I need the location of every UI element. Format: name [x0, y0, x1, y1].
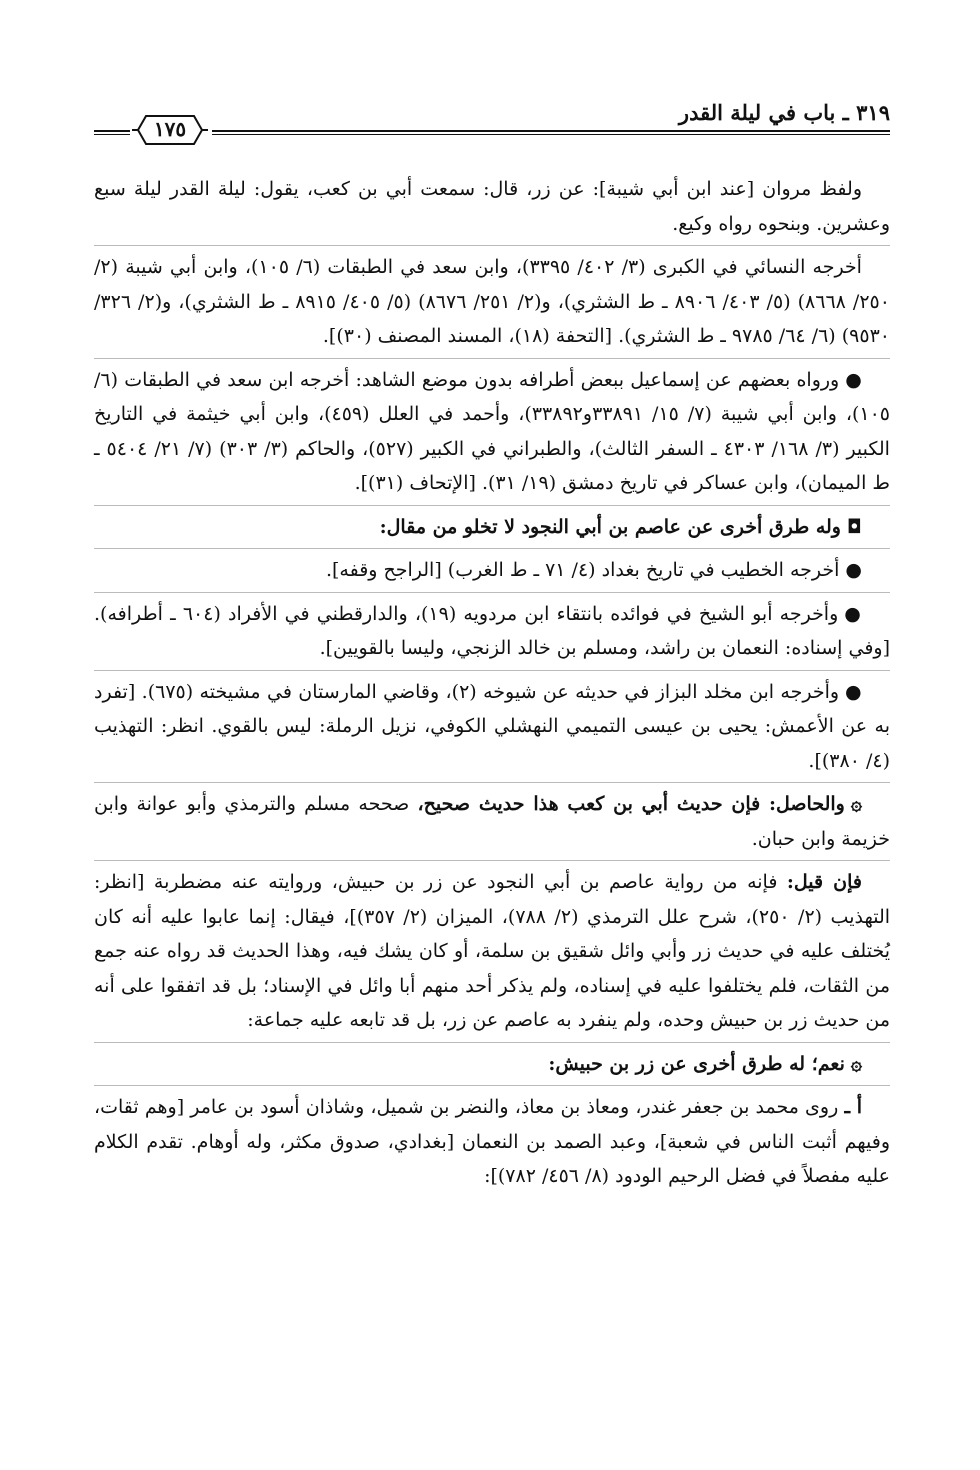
header-rule-left	[94, 130, 130, 132]
paragraph	[94, 172, 890, 246]
paragraph	[94, 787, 890, 861]
bullet-icon: ●	[845, 368, 862, 391]
bullet-icon: ●	[845, 680, 862, 703]
header-rule-left-thin	[94, 134, 130, 135]
page-header	[94, 96, 890, 152]
main-text	[94, 172, 890, 1202]
paragraph-text: فإنه من رواية عاصم بن أبي النجود عن زر بن حبيش، وروايته عنه مضطربة [انظر: التهذيب (٢/ ٢٥٠)، شرح علل الترمذي (٢/ ٧٨٨)، الميزان (٢/ ٣٥٧)]، فيقال: إنما عابوا عليه أنه كان يُختلف عليه في حديث زر وأبي وائل شقيق بن سلمة، أو كان يشك فيه، وهذا الحديث قد رواه عنه جمع من الثقات، فلم يختلفوا عليه في إسناده، ولم يذكر أحد منهم أبا وائل في الإسناد؛ بل قد اتفقوا على أنه من حديث زر بن حبيش وحده، ولم ينفرد به عاصم عن زر، بل قد تابعه عليه جماعة:	[94, 871, 891, 1031]
paragraph-heading: وله طرق أخرى عن عاصم بن أبي النجود لا تخلو من مقال:	[379, 515, 841, 538]
paragraph	[94, 363, 890, 506]
running-title: ٣١٩ ـ باب في ليلة القدر	[678, 100, 890, 125]
paragraph-text: ولفظ مروان [عند ابن أبي شيبة]: عن زر، قال: سمعت أبي بن كعب، يقول: ليلة القدر ليلة سبع وعشرين. وبنحوه رواه وكيع.	[94, 178, 890, 235]
paragraph-lead: والحاصل: فإن حديث أبي بن كعب هذا حديث صحيح،	[417, 793, 845, 815]
paragraph-lead: أ ـ	[844, 1096, 863, 1118]
paragraph-text: أخرجه الخطيب في تاريخ بغداد (٤/ ٧١ ـ ط الغرب) [الراجح وقفه].	[325, 559, 840, 581]
paragraph	[94, 510, 890, 550]
paragraph-text: أخرجه النسائي في الكبرى (٣/ ٤٠٢/ ٣٣٩٥)، وابن سعد في الطبقات (٦/ ١٠٥)، وابن أبي شيبة (٢/ ٢٥٠/ ٨٦٦٨) (٥/ ٤٠٣/ ٨٩٠٦ ـ ط الشثري)، و(٢/ ٢٥١/ ٨٦٧٦) (٥/ ٤٠٥/ ٨٩١٥ ـ ط الشثري)، و(٢/ ٣٢٦/ ٩٥٣٠) (٦/ ٦٤/ ٩٧٨٥ ـ ط الشثري). [التحفة (١٨)، المسند المصنف (٣٠)].	[94, 256, 890, 347]
paragraph	[94, 865, 890, 1043]
paragraph-text: وأخرجه ابن مخلد البزاز في حديثه عن شيوخه (٢)، وقاضي المارستان في مشيخته (٦٧٥). [تفرد به عن الأعمش: يحيى بن عيسى التميمي النهشلي الكوفي، نزيل الرملة: ليس بالقوي. انظر: التهذيب (٤/ ٣٨٠)].	[94, 680, 890, 772]
flower-marker-icon: ۞	[850, 793, 862, 815]
paragraph	[94, 553, 890, 593]
paragraph-heading: نعم؛ له طرق أخرى عن زر بن حبيش:	[548, 1052, 845, 1075]
flower-marker-icon: ۞	[850, 1052, 862, 1075]
bullet-icon: ●	[844, 602, 862, 625]
paragraph-lead: فإن قيل:	[786, 871, 862, 893]
paragraph-text: ورواه بعضهم عن إسماعيل ببعض أطرافه بدون موضع الشاهد: أخرجه ابن سعد في الطبقات (٦/ ١٠٥)، وابن أبي شيبة (٧/ ١٥/ ٣٣٨٩١و٣٣٨٩٢)، وأحمد في العلل (٤٥٩)، وابن أبي خيثمة في التاريخ الكبير (٣/ ١٦٨/ ٤٣٠٣ ـ السفر الثالث)، والطبراني في الكبير (٥٢٧)، والحاكم (٣/ ٣٠٣) (٧/ ٢١/ ٥٤٠٤ ـ ط الميمان)، وابن عساكر في تاريخ دمشق (١٩/ ٣١). [الإتحاف (٣١)].	[94, 368, 890, 494]
paragraph	[94, 250, 890, 359]
header-rule-thin	[212, 134, 890, 135]
paragraph	[94, 1047, 890, 1087]
section-marker-icon: ◘	[846, 515, 862, 538]
bullet-icon: ●	[845, 559, 862, 581]
paragraph-text: صححه مسلم والترمذي وأبو عوانة وابن خزيمة وابن حبان.	[94, 793, 890, 850]
paragraph	[94, 597, 890, 671]
page-number-frame	[132, 112, 208, 148]
header-rule	[212, 130, 890, 132]
paragraph	[94, 675, 890, 784]
page-number: ١٧٥	[153, 117, 187, 141]
paragraph-text: وأخرجه أبو الشيخ في فوائده بانتقاء ابن مردويه (١٩)، والدارقطني في الأفراد (٦٠٤ ـ أطرافه). [وفي إسناده: النعمان بن راشد، ومسلم بن خالد الزنجي، وليسا بالقويين].	[94, 602, 890, 659]
paragraph-text: روى محمد بن جعفر غندر، ومعاذ بن معاذ، والنضر بن شميل، وشاذان أسود بن عامر [وهم ثقات، وفيهم أثبت الناس في شعبة]، وعبد الصمد بن النعمان [بغدادي، صدوق مكثر، وله أوهام. تقدم الكلام عليه مفصلاً في فضل الرحيم الودود (٨/ ٤٥٦/ ٧٨٢)]:	[94, 1096, 890, 1187]
paragraph	[94, 1090, 890, 1198]
